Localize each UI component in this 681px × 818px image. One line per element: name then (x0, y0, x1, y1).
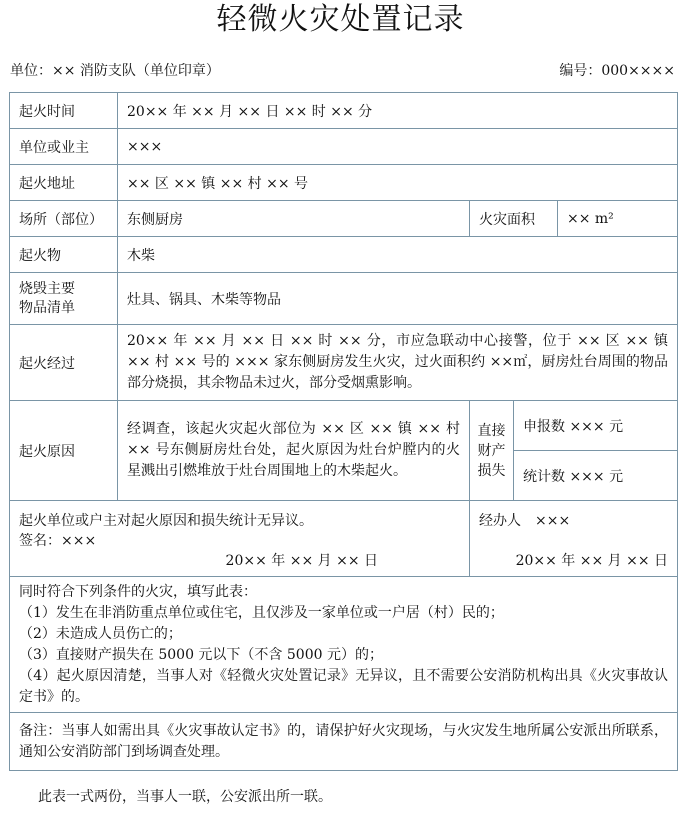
document-title: 轻微火灾处置记录 (216, 2, 465, 37)
label-burned-items: 烧毁主要 物品清单 (10, 273, 118, 325)
value-process: 20×× 年 ×× 月 ×× 日 ×× 时 ×× 分，市应急联动中心接警，位于 ×× 区 ×× 镇 ×× 村 ×× 号的 ××× 家东侧厨房发生火灾，过火面积约 ××㎡，厨房灶台周围的物品部分烧损，其余物品未过火，部分受烟熏影响。 (118, 325, 678, 401)
value-owner: ××× (118, 129, 678, 165)
date-left: 20×× 年 ×× 月 ×× 日 (225, 553, 378, 569)
label-process: 起火经过 (10, 325, 118, 401)
conditions-intro: 同时符合下列条件的火灾，填写此表： (19, 583, 257, 600)
condition-item: （4）起火原因清楚，当事人对《轻微火灾处置记录》无异议，且不需要公安消防机构出具《火灾事故认定书》的。 (19, 667, 669, 705)
value-cause: 经调查，该起火灾起火部位为 ×× 区 ×× 镇 ×× 村 ×× 号东侧厨房灶台处，起火原因为灶台炉膛内的火星溅出引燃堆放于灶台周围地上的木柴起火。 (118, 401, 470, 501)
row-burned-items (10, 273, 678, 325)
label-direct-loss: 直接 财产 损失 (470, 401, 514, 501)
condition-item: （2）未造成人员伤亡的； (19, 625, 182, 642)
value-fire-time: 20×× 年 ×× 月 ×× 日 ×× 时 ×× 分 (118, 93, 678, 129)
value-material: 木柴 (118, 237, 678, 273)
footer-note: 此表一式两份，当事人一联，公安派出所一联。 (38, 789, 332, 805)
row-remark (10, 713, 678, 771)
label-material: 起火物 (10, 237, 118, 273)
label-fire-area: 火灾面积 (470, 201, 558, 237)
number-header: 编号：000×××× (559, 63, 675, 79)
value-address: ×× 区 ×× 镇 ×× 村 ×× 号 (118, 165, 678, 201)
row-owner (10, 129, 678, 165)
value-counted-loss: 统计数 ××× 元 (514, 451, 678, 501)
signature-cell (10, 501, 470, 577)
handler-cell (470, 501, 678, 577)
label-cause: 起火原因 (10, 401, 118, 501)
value-burned-items: 灶具、锅具、木柴等物品 (118, 273, 678, 325)
statement-text: 起火单位或户主对起火原因和损失统计无异议。 (19, 513, 313, 529)
condition-item: （3）直接财产损失在 5000 元以下（不含 5000 元）的； (19, 646, 383, 663)
fire-record-form (9, 92, 678, 771)
label-owner: 单位或业主 (10, 129, 118, 165)
label-address: 起火地址 (10, 165, 118, 201)
row-fire-time (10, 93, 678, 129)
row-process (10, 325, 678, 401)
date-right: 20×× 年 ×× 月 ×× 日 (515, 553, 669, 569)
value-fire-area: ×× m² (558, 201, 678, 237)
row-material (10, 237, 678, 273)
value-reported-loss: 申报数 ××× 元 (514, 401, 678, 451)
remark-text: 备注：当事人如需出具《火灾事故认定书》的，请保护好火灾现场，与火灾发生地所属公安派出所联系，通知公安消防部门到场调查处理。 (10, 713, 678, 771)
label-fire-time: 起火时间 (10, 93, 118, 129)
row-place (10, 201, 678, 237)
unit-header: 单位：×× 消防支队（单位印章） (10, 63, 220, 79)
value-place: 东侧厨房 (118, 201, 470, 237)
conditions-cell (10, 577, 678, 713)
row-cause-top (10, 401, 678, 451)
handler-text: 经办人 ××× (479, 513, 571, 529)
condition-item: （1）发生在非消防重点单位或住宅，且仅涉及一家单位或一户居（村）民的； (19, 604, 504, 621)
label-place: 场所（部位） (10, 201, 118, 237)
row-conditions (10, 577, 678, 713)
row-address (10, 165, 678, 201)
row-signature (10, 501, 678, 577)
signature-text: 签名：××× (19, 533, 97, 549)
